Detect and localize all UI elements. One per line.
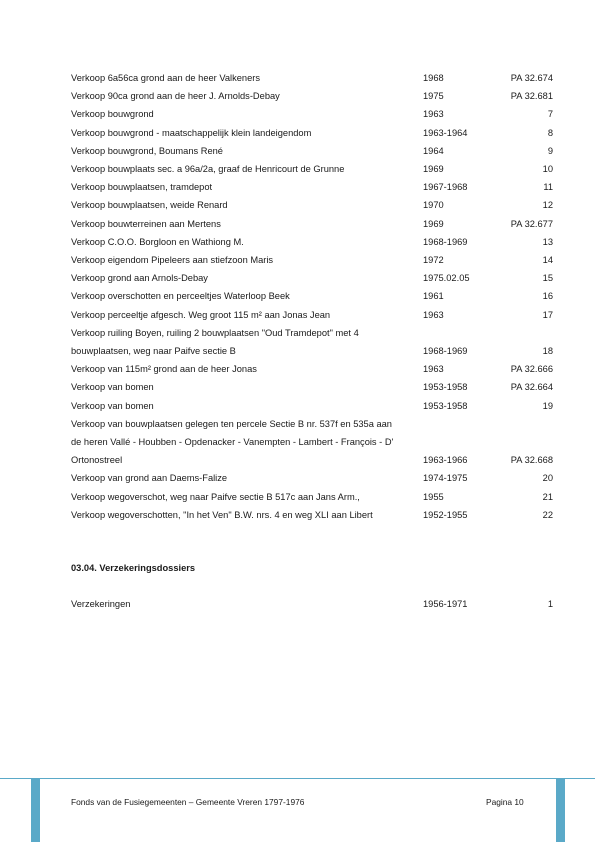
row-description: Verkoop van grond aan Daems-Falize [71, 473, 228, 484]
table-row [71, 142, 553, 160]
row-number: 9 [547, 145, 553, 156]
row-date: 1961 [423, 291, 444, 302]
table-row [71, 324, 553, 360]
row-number: 15 [542, 273, 553, 284]
table-row [71, 87, 553, 105]
row-description: bouwplaatsen, weg naar Paifve sectie B [71, 346, 236, 357]
table-row [71, 160, 553, 178]
row-description: Ortonostreel [71, 455, 123, 466]
row-date: 1953-1958 [423, 400, 468, 411]
row-date: 1968 [423, 73, 444, 83]
row-number: 20 [542, 473, 553, 484]
row-number: 11 [543, 182, 553, 193]
row-date: 1963 [423, 309, 444, 320]
row-description: Verkoop van 115m² grond aan de heer Jonas [71, 364, 257, 375]
row-number: PA 32.664 [510, 382, 553, 393]
row-number: PA 32.674 [510, 73, 553, 83]
row-description: Verkoop van bouwplaatsen gelegen ten percele Sectie B nr. 537f en 535a aan [71, 418, 392, 429]
row-description: Verkoop van bomen [71, 382, 154, 393]
row-description: Verkoop wegoverschot, weg naar Paifve sectie B 517c aan Jans Arm., [71, 491, 360, 502]
row-description: Verkoop bouwgrond [71, 109, 154, 120]
table-row [71, 306, 553, 324]
row-number: PA 32.677 [510, 218, 553, 229]
row-date: 1956-1971 [423, 599, 468, 609]
row-date: 1967-1968 [423, 182, 468, 193]
footer-title: Fonds van de Fusiegemeenten – Gemeente Vreren 1797-1976 [71, 797, 305, 807]
row-number: 7 [547, 109, 553, 120]
row-date: 1953-1958 [423, 382, 468, 393]
row-description: Verkoop bouwgrond - maatschappelijk klein landeigendom [71, 127, 312, 138]
table-row [71, 215, 553, 233]
inventory-table [71, 69, 553, 524]
row-date: 1968-1969 [423, 346, 468, 357]
row-date: 1969 [423, 218, 444, 229]
table-row [71, 124, 553, 142]
row-number: 17 [542, 309, 553, 320]
row-date: 1964 [423, 145, 444, 156]
row-number: 10 [542, 164, 553, 175]
row-description: Verkoop bouwplaatsen, weide Renard [71, 200, 228, 211]
footer-accent-bar-left [31, 779, 40, 842]
row-date: 1963 [423, 109, 444, 120]
footer-accent-bar-right [556, 779, 565, 842]
row-date: 1970 [423, 200, 444, 211]
row-number: PA 32.668 [510, 455, 553, 466]
section-heading: 03.04. Verzekeringsdossiers [71, 563, 196, 573]
row-description: Verzekeringen [71, 599, 131, 609]
table-row [71, 233, 553, 251]
row-number: 1 [547, 599, 553, 609]
row-date: 1975.02.05 [423, 273, 470, 284]
table-row [71, 360, 553, 378]
row-date: 1963-1966 [423, 455, 468, 466]
row-description: Verkoop ruiling Boyen, ruiling 2 bouwplaatsen "Oud Tramdepot" met 4 [71, 327, 359, 338]
row-date: 1963 [423, 364, 444, 375]
row-number: 18 [542, 346, 553, 357]
row-number: PA 32.681 [510, 91, 553, 102]
row-description: Verkoop eigendom Pipeleers aan stiefzoon Maris [71, 255, 274, 266]
row-description: Verkoop 6a56ca grond aan de heer Valkeners [71, 73, 261, 83]
table-row [71, 378, 553, 396]
row-description: Verkoop bouwplaats sec. a 96a/2a, graaf de Henricourt de Grunne [71, 164, 345, 175]
row-number: 19 [542, 400, 553, 411]
table-row [71, 251, 553, 269]
footer-divider [0, 778, 595, 779]
row-date: 1974-1975 [423, 473, 468, 484]
row-date: 1968-1969 [423, 236, 468, 247]
row-description: Verkoop 90ca grond aan de heer J. Arnolds-Debay [71, 91, 280, 102]
table-row [71, 287, 553, 305]
row-date: 1975 [423, 91, 444, 102]
row-number: 22 [542, 509, 553, 520]
section-row [71, 595, 553, 613]
row-description: Verkoop overschotten en perceeltjes Waterloop Beek [71, 291, 290, 302]
row-description: Verkoop perceeltje afgesch. Weg groot 115 m² aan Jonas Jean [71, 309, 331, 320]
row-description: Verkoop grond aan Arnols-Debay [71, 273, 208, 284]
table-row [71, 196, 553, 214]
table-row [71, 105, 553, 123]
table-row [71, 269, 553, 287]
row-description: de heren Vallé - Houbben - Opdenacker - Vanempten - Lambert - François - D' [71, 437, 394, 448]
table-row [71, 488, 553, 506]
row-number: 14 [542, 255, 553, 266]
row-number: 13 [542, 236, 553, 247]
row-number: 21 [542, 491, 553, 502]
row-description: Verkoop wegoverschotten, "In het Ven" B.W. nrs. 4 en weg XLI aan Libert [71, 509, 373, 520]
table-row [71, 469, 553, 487]
table-row [71, 415, 553, 470]
row-number: 12 [542, 200, 553, 211]
row-date: 1972 [423, 255, 444, 266]
row-number: PA 32.666 [510, 364, 553, 375]
row-description: Verkoop bouwgrond, Boumans René [71, 145, 223, 156]
row-number: 8 [547, 127, 553, 138]
row-description: Verkoop bouwplaatsen, tramdepot [71, 182, 213, 193]
row-date: 1963-1964 [423, 127, 468, 138]
table-row [71, 178, 553, 196]
row-description: Verkoop bouwterreinen aan Mertens [71, 218, 221, 229]
row-number: 16 [542, 291, 553, 302]
row-description: Verkoop C.O.O. Borgloon en Wathiong M. [71, 236, 244, 247]
row-date: 1952-1955 [423, 509, 468, 520]
row-description: Verkoop van bomen [71, 400, 154, 411]
table-row [71, 397, 553, 415]
row-date: 1969 [423, 164, 444, 175]
row-date: 1955 [423, 491, 444, 502]
page-number: Pagina 10 [486, 797, 524, 807]
table-row [71, 506, 553, 524]
table-row [71, 69, 553, 87]
